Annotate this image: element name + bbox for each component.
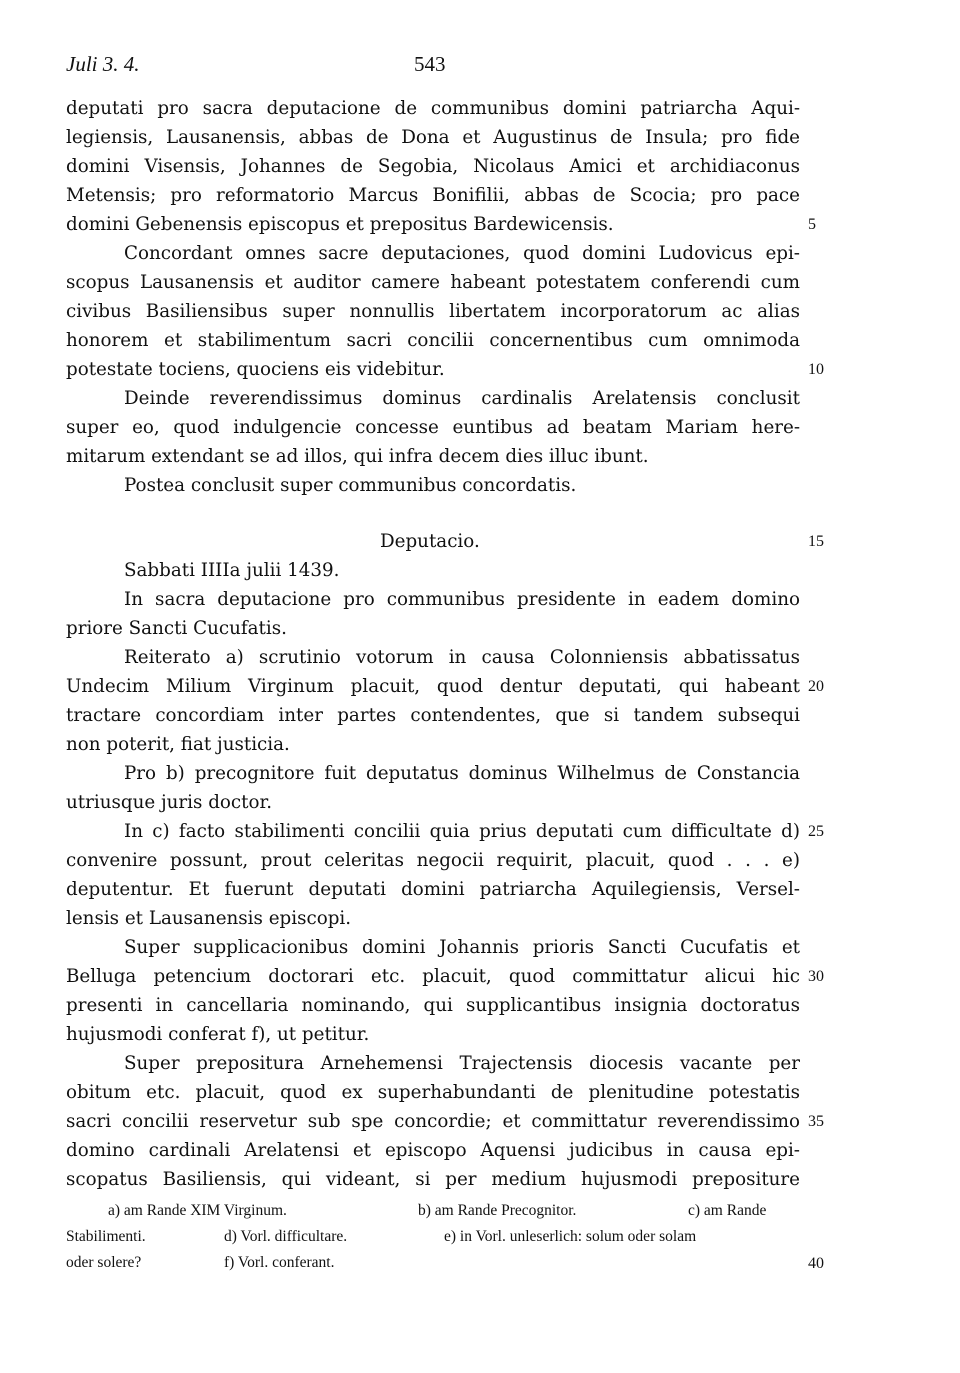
footnote: c) am Rande: [688, 1202, 767, 1219]
text-line: In c) facto stabilimenti concilii quia prius deputati cum difficultate d): [124, 821, 800, 842]
text-line: Concordant omnes sacre deputaciones, quod domini Ludovicus epi-: [124, 243, 800, 264]
text-line: lensis et Lausanensis episcopi.: [66, 908, 352, 929]
line-number: 40: [808, 1255, 824, 1272]
text-line: obitum etc. placuit, quod ex superhabundanti de plenitudine potestatis: [66, 1082, 800, 1103]
line-number: 35: [808, 1113, 824, 1130]
footnote: a) am Rande XIM Virginum.: [108, 1202, 287, 1219]
page-number: 543: [414, 52, 446, 76]
text-line: Postea conclusit super communibus concordatis.: [124, 475, 577, 496]
text-line: Belluga petencium doctorari etc. placuit, quod committatur alicui hic: [66, 966, 800, 987]
text-line: convenire possunt, prout celeritas negocii requirit, placuit, quod . . . e): [66, 850, 800, 871]
text-line: In sacra deputacione pro communibus presidente in eadem domino: [124, 589, 800, 610]
text-line: domini Visensis, Johannes de Segobia, Nicolaus Amici et archidiaconus: [66, 156, 800, 177]
text-line: potestate tociens, quociens eis videbitur.: [66, 359, 445, 380]
line-number: 5: [808, 216, 816, 233]
footnote: Stabilimenti.: [66, 1228, 146, 1245]
footnote: f) Vorl. conferant.: [224, 1254, 335, 1271]
line-number: 30: [808, 968, 824, 985]
text-line: scopatus Basiliensis, qui videant, si per medium hujusmodi prepositure: [66, 1169, 800, 1190]
footnote: oder solere?: [66, 1254, 142, 1271]
text-line: priore Sancti Cucufatis.: [66, 618, 287, 639]
text-line: civibus Basiliensibus super nonnullis libertatem incorporatorum ac alias: [66, 301, 800, 322]
text-line: hujusmodi conferat f), ut petitur.: [66, 1024, 370, 1045]
line-number: 15: [808, 533, 824, 550]
text-line: honorem et stabilimentum sacri concilii concernentibus cum omnimoda: [66, 330, 800, 351]
text-line: utriusque juris doctor.: [66, 792, 273, 813]
text-line: domino cardinali Arelatensi et episcopo Aquensi judicibus in causa epi-: [66, 1140, 800, 1161]
footnote-row: [66, 1224, 800, 1250]
text-line: tractare concordiam inter partes contendentes, que si tandem subsequi: [66, 705, 800, 726]
footnote: b) am Rande Precognitor.: [418, 1202, 577, 1219]
text-line: Deinde reverendissimus dominus cardinalis Arelatensis conclusit: [124, 388, 800, 409]
text-line: deputati pro sacra deputacione de communibus domini patriarcha Aqui-: [66, 98, 800, 119]
footnote-row: [66, 1250, 800, 1276]
text-line: deputentur. Et fuerunt deputati domini patriarcha Aquilegiensis, Versel-: [66, 879, 800, 900]
text-line: Reiterato a) scrutinio votorum in causa Colonniensis abbatissatus: [124, 647, 800, 668]
line-number: 20: [808, 678, 824, 695]
footnote-row: [66, 1198, 800, 1224]
section-heading: Deputacio.: [380, 531, 480, 552]
text-line: mitarum extendant se ad illos, qui infra decem dies illuc ibunt.: [66, 446, 649, 467]
text-line: domini Gebenensis episcopus et prepositus Bardewicensis.: [66, 214, 614, 235]
text-line: presenti in cancellaria nominando, qui supplicantibus insignia doctoratus: [66, 995, 800, 1016]
text-line: Metensis; pro reformatorio Marcus Bonifilii, abbas de Scocia; pro pace: [66, 185, 800, 206]
footnote: e) in Vorl. unleserlich: solum oder solam: [444, 1228, 697, 1245]
header-date: Juli 3. 4.: [66, 52, 140, 76]
text-line: sacri concilii reservetur sub spe concordie; et committatur reverendissimo: [66, 1111, 800, 1132]
text-line: scopus Lausanensis et auditor camere habeant potestatem conferendi cum: [66, 272, 800, 293]
text-line: Super prepositura Arnehemensi Trajectensis diocesis vacante per: [124, 1053, 800, 1074]
text-line: non poterit, fiat justicia.: [66, 734, 290, 755]
footnote: d) Vorl. difficultare.: [224, 1228, 348, 1245]
line-number: 25: [808, 823, 824, 840]
date-line: Sabbati IIIIa julii 1439.: [124, 560, 340, 581]
page-header: [66, 52, 800, 82]
text-line: Super supplicacionibus domini Johannis prioris Sancti Cucufatis et: [124, 937, 800, 958]
line-number: 10: [808, 361, 824, 378]
text-line: Undecim Milium Virginum placuit, quod dentur deputati, qui habeant: [66, 676, 800, 697]
text-line: Pro b) precognitore fuit deputatus dominus Wilhelmus de Constancia: [124, 763, 800, 784]
text-line: legiensis, Lausanensis, abbas de Dona et Augustinus de Insula; pro fide: [66, 127, 800, 148]
text-line: super eo, quod indulgencie concesse euntibus ad beatam Mariam here-: [66, 417, 800, 438]
